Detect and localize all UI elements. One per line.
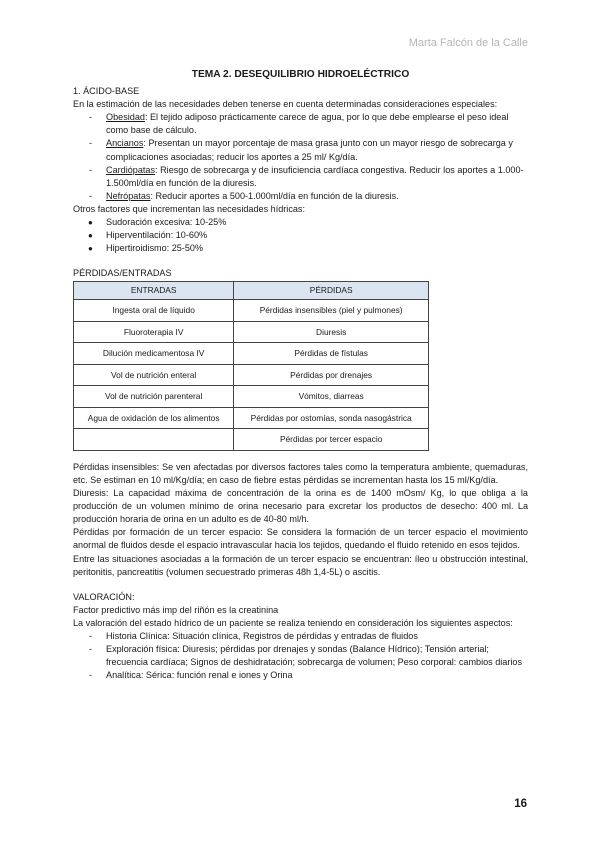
table-cell: Pérdidas por drenajes — [234, 364, 429, 386]
factors-intro: Otros factores que incrementan las necesidades hídricas: — [73, 203, 306, 214]
list-item: - Ancianos: Presentan un mayor porcentaje de masa grasa junto con un mayor riesgo de sobrecarga y complicaciones asociadas; reducir los aportes a 25 ml/ Kg/día. — [89, 138, 513, 162]
list-item: - Exploración física: Diuresis; pérdidas por drenajes y sondas (Balance Hídrico); Tensión arterial; frecuencia cardíaca; Signos de deshidratación; sobrecarga de volumen; Peso corporal: cambios diarios — [89, 644, 523, 668]
table-row — [74, 386, 429, 408]
list-item: - Analítica: Sérica: función renal e iones y Orina — [89, 670, 293, 681]
table-cell: Diuresis — [234, 321, 429, 343]
table-row — [74, 429, 429, 451]
item-text: Exploración física: Diuresis; pérdidas por drenajes y sondas (Balance Hídrico); Tensión arterial; frecuencia cardíaca; Signos de deshidratación; sobrecarga de volumen; Peso corporal: cambios diarios — [106, 644, 523, 668]
intro-paragraph: En la estimación de las necesidades deben tenerse en cuenta determinadas consideraciones especiales: — [73, 99, 498, 110]
section-heading: VALORACIÓN: — [73, 591, 135, 602]
valoracion-section — [73, 591, 528, 683]
table-cell: Pérdidas insensibles (piel y pulmones) — [234, 300, 429, 322]
table-cell: Vol de nutrición enteral — [74, 364, 234, 386]
item-text: : Presentan un mayor porcentaje de masa grasa junto con un mayor riesgo de sobrecarga y complicaciones asociadas; reducir los aportes a 25 ml/ Kg/día. — [106, 138, 513, 162]
table-row — [74, 321, 429, 343]
list-item: ● Hiperventilación: 10-60% — [88, 230, 208, 241]
page-title: TEMA 2. DESEQUILIBRIO HIDROELÉCTRICO — [191, 69, 410, 80]
table-cell: Ingesta oral de líquido — [74, 300, 234, 322]
valoracion-list — [73, 630, 528, 682]
explanation-paragraph: Pérdidas insensibles: Se ven afectadas por diversos factores tales como la temperatura ambiente, quemaduras, etc. Se estiman en 10 ml/Kg/día; en caso de fiebre estas pérdidas se incrementan hasta los 15 ml/Kg/día. — [73, 461, 528, 485]
table-cell: Pérdidas por ostomías, sonda nasogástrica — [234, 407, 429, 429]
table-cell — [74, 429, 234, 451]
table-row — [74, 343, 429, 365]
term-ancianos: Ancianos — [106, 138, 144, 149]
term-nefropatas: Nefrópatas — [106, 190, 151, 201]
item-text: Analítica: Sérica: función renal e iones y Orina — [106, 670, 293, 681]
list-item: ● Sudoración excesiva: 10-25% — [88, 217, 227, 228]
perdidas-entradas-section — [73, 267, 528, 451]
considerations-list — [73, 111, 528, 203]
table-cell: Fluoroterapia IV — [74, 321, 234, 343]
list-item: - Obesidad: El tejido adiposo prácticamente carece de agua, por lo que debe emplearse el peso ideal como base de cálculo. — [89, 112, 509, 136]
factors-list — [73, 216, 528, 255]
table-cell: Agua de oxidación de los alimentos — [74, 407, 234, 429]
table-row — [74, 300, 429, 322]
table-cell: Vómitos, diarreas — [234, 386, 429, 408]
acido-base-section — [73, 85, 528, 255]
explanation-paragraph: Diuresis: La capacidad máxima de concentración de la orina es de 1400 mOsm/ Kg, lo que obliga a la producción de un volumen mínimo de orina necesario para excretar los productos de desecho: 400 ml. La producción horaria de orina en un adulto es de 40-80 ml/h. — [73, 488, 528, 525]
explanation-paragraph: Pérdidas por formación de un tercer espacio: Se considera la formación de un tercer espacio el movimiento anormal de fluidos desde el espacio intravascular hacia los tejidos, quedando el fluido retenido en esos tejidos. — [73, 527, 528, 551]
list-item: ● Hipertiroidismo: 25-50% — [88, 243, 204, 254]
section-heading: 1. ÁCIDO-BASE — [73, 86, 140, 97]
factor-text: Hipertiroidismo: 25-50% — [106, 243, 204, 254]
table-cell: Dilución medicamentosa IV — [74, 343, 234, 365]
item-text: Historia Clínica: Situación clínica, Registros de pérdidas y entradas de fluidos — [106, 631, 418, 642]
list-item: - Historia Clínica: Situación clínica, Registros de pérdidas y entradas de fluidos — [89, 631, 418, 642]
table-cell: Pérdidas de fístulas — [234, 343, 429, 365]
list-item: - Nefrópatas: Reducir aportes a 500-1.000ml/día en función de la diuresis. — [89, 190, 399, 201]
item-text: : El tejido adiposo prácticamente carece de agua, por lo que debe emplearse el peso ideal como base de cálculo. — [106, 112, 509, 136]
section-heading: PÉRDIDAS/ENTRADAS — [73, 268, 172, 279]
list-item: - Cardiópatas: Riesgo de sobrecarga y de insuficiencia cardíaca congestiva. Reducir los aportes a 1.000-1.500ml/día en función de la diuresis. — [89, 164, 524, 188]
fluids-table — [73, 281, 429, 451]
factor-text: Hiperventilación: 10-60% — [106, 230, 208, 241]
valoracion-line: Factor predictivo más imp del riñón es la creatinina — [73, 604, 279, 615]
table-row — [74, 364, 429, 386]
item-text: : Reducir aportes a 500-1.000ml/día en función de la diuresis. — [150, 190, 399, 201]
explanation-paragraph: Entre las situaciones asociadas a la formación de un tercer espacio se encuentran: íleo u obstrucción intestinal, peritonitis, pancreatitis (volumen secuestrado primeras 48h 1,4-5L) o ascitis. — [73, 553, 528, 577]
explanations-section — [73, 461, 528, 579]
column-header-entradas: ENTRADAS — [74, 282, 234, 300]
table-cell: Vol de nutrición parenteral — [74, 386, 234, 408]
valoracion-line: La valoración del estado hídrico de un paciente se realiza teniendo en consideración los siguientes aspectos: — [73, 617, 513, 628]
author-name: Marta Falcón de la Calle — [408, 37, 528, 49]
table-row — [74, 407, 429, 429]
term-obesidad: Obesidad — [106, 112, 145, 123]
column-header-perdidas: PÉRDIDAS — [234, 282, 429, 300]
page-content — [73, 68, 528, 682]
term-cardiopatas: Cardiópatas — [106, 164, 156, 175]
item-text: : Riesgo de sobrecarga y de insuficiencia cardíaca congestiva. Reducir los aportes a 1.000-1.500ml/día en función de la diuresis. — [106, 164, 524, 188]
factor-text: Sudoración excesiva: 10-25% — [106, 217, 227, 228]
table-cell: Pérdidas por tercer espacio — [234, 429, 429, 451]
page-number: 16 — [514, 798, 527, 810]
table-header-row — [74, 282, 429, 300]
